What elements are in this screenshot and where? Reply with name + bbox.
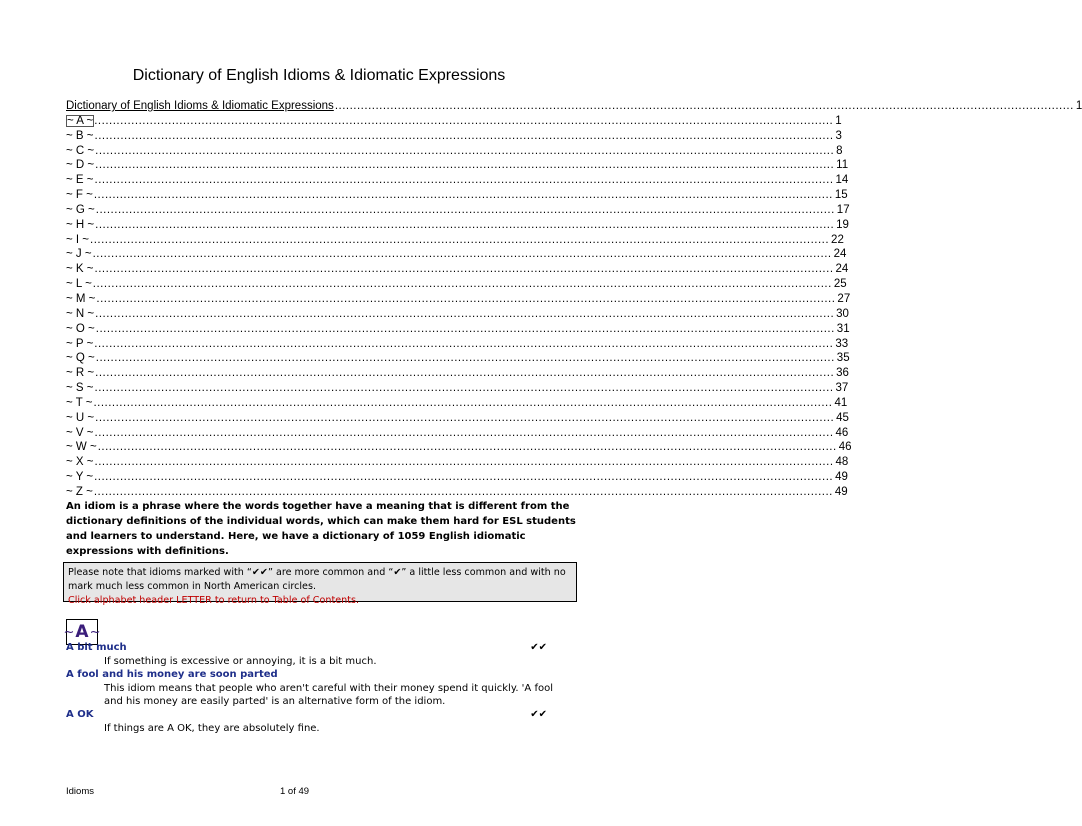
note-text-3: ” a little less common and with no mark much less common in North American circles. bbox=[68, 567, 566, 592]
table-of-contents bbox=[66, 100, 1082, 501]
toc-entry-page[interactable]: 31 bbox=[836, 322, 850, 335]
toc-entry-page[interactable]: 11 bbox=[836, 159, 849, 172]
toc-entry[interactable] bbox=[66, 292, 851, 308]
toc-entry-page[interactable]: 35 bbox=[836, 352, 850, 365]
commonness-check-icon: ✔✔ bbox=[530, 709, 547, 720]
toc-leader-dots: ........................................................................................................................................................................................................ bbox=[95, 352, 835, 365]
idiom-term: A bit much bbox=[66, 642, 127, 653]
toc-entry-label[interactable]: ~ Q ~ bbox=[66, 352, 95, 365]
toc-leader-dots: ........................................................................................................................................................................................................ bbox=[93, 485, 833, 498]
document-title: Dictionary of English Idioms & Idiomatic Expressions bbox=[132, 67, 506, 84]
toc-entry-label[interactable]: ~ X ~ bbox=[66, 456, 94, 469]
toc-entry-label[interactable]: ~ R ~ bbox=[66, 367, 95, 380]
toc-leader-dots: ........................................................................................................................................................................................................ bbox=[94, 456, 834, 469]
toc-leader-dots: ........................................................................................................................................................................................................ bbox=[95, 367, 835, 380]
page-number: 1 of 49 bbox=[280, 786, 310, 797]
toc-entry[interactable] bbox=[66, 441, 852, 456]
toc-leader-dots: ........................................................................................................................................................................................................ bbox=[95, 322, 835, 335]
toc-leader-dots: ........................................................................................................................................................................................................ bbox=[92, 248, 832, 261]
toc-entry-label[interactable]: ~ E ~ bbox=[66, 174, 94, 187]
commonness-check-icon: ✔✔ bbox=[530, 642, 547, 653]
toc-entry[interactable] bbox=[66, 114, 842, 130]
note-text-2: ” are more common and “ bbox=[267, 567, 394, 578]
toc-entry[interactable] bbox=[66, 471, 848, 486]
note-box bbox=[63, 562, 577, 606]
toc-entry[interactable] bbox=[66, 322, 850, 338]
toc-entry[interactable] bbox=[66, 396, 848, 412]
toc-entry-label[interactable]: ~ P ~ bbox=[66, 337, 94, 350]
toc-entry-label[interactable]: ~ K ~ bbox=[66, 263, 94, 276]
toc-entry-page[interactable]: 41 bbox=[834, 396, 848, 409]
toc-leader-dots: ........................................................................................................................................................................................................ bbox=[95, 307, 835, 320]
toc-leader-dots: ........................................................................................................................................................................................................ bbox=[97, 441, 837, 454]
toc-entry-label[interactable]: ~ U ~ bbox=[66, 411, 95, 424]
toc-entry-page[interactable]: 46 bbox=[838, 441, 852, 454]
idiom-term: A OK bbox=[66, 709, 94, 720]
toc-entry-page[interactable]: 19 bbox=[836, 218, 849, 231]
section-letter[interactable]: A bbox=[75, 622, 89, 642]
toc-leader-dots: ........................................................................................................................................................................................................ bbox=[94, 382, 834, 395]
toc-entry[interactable] bbox=[66, 352, 850, 367]
toc-entry-label[interactable]: ~ Z ~ bbox=[66, 485, 93, 498]
toc-entry[interactable] bbox=[66, 382, 849, 397]
footer-left: Idioms bbox=[66, 786, 94, 797]
idiom-entry-header bbox=[66, 708, 578, 722]
toc-entry[interactable] bbox=[66, 203, 850, 219]
idiom-entries bbox=[66, 641, 578, 735]
toc-leader-dots: ........................................................................................................................................................................................................ bbox=[94, 426, 834, 439]
return-to-toc-note: Click alphabet header LETTER to return to Table of Contents. bbox=[68, 595, 359, 606]
toc-leader-dots: ........................................................................................................................................................................................................ bbox=[95, 203, 835, 216]
toc-entry-label[interactable]: ~ Y ~ bbox=[66, 471, 94, 484]
toc-entry-label[interactable]: ~ B ~ bbox=[66, 129, 94, 142]
toc-leader-dots: ........................................................................................................................................................................................................ bbox=[94, 471, 834, 484]
intro-paragraph: An idiom is a phrase where the words together have a meaning that is different from the dictionary definitions of the individual words, which can make them hard for ESL students and learners to understand. Here, we have a dictionary of 1059 English idiomatic expressions with definitions. bbox=[66, 501, 576, 557]
toc-entry[interactable] bbox=[66, 456, 849, 471]
toc-entry-page[interactable]: 49 bbox=[834, 485, 848, 498]
toc-leader-dots: ........................................................................................................................................................................................................ bbox=[93, 396, 833, 409]
toc-entry-label[interactable]: ~ N ~ bbox=[66, 307, 95, 320]
toc-leader-dots: ........................................................................................................................................................................................................ bbox=[334, 100, 1074, 112]
toc-entry-page[interactable]: 27 bbox=[837, 292, 851, 305]
toc-entry-page[interactable]: 37 bbox=[835, 382, 849, 395]
toc-entry-page[interactable]: 45 bbox=[836, 411, 849, 424]
toc-leader-dots: ........................................................................................................................................................................................................ bbox=[96, 292, 836, 305]
toc-entry-page[interactable]: 46 bbox=[835, 426, 849, 439]
toc-entry[interactable] bbox=[66, 129, 842, 145]
toc-entry-page[interactable]: 14 bbox=[835, 174, 849, 187]
toc-entry-label[interactable]: ~ V ~ bbox=[66, 426, 94, 439]
toc-leader-dots: ........................................................................................................................................................................................................ bbox=[94, 263, 834, 276]
toc-entry[interactable] bbox=[66, 144, 843, 160]
toc-leader-dots: ........................................................................................................................................................................................................ bbox=[95, 218, 835, 231]
toc-entry[interactable] bbox=[66, 100, 1082, 115]
toc-entry-page[interactable]: 22 bbox=[831, 233, 844, 246]
check-icon: ✔ bbox=[393, 567, 402, 578]
toc-entry-label[interactable]: ~ L ~ bbox=[66, 278, 92, 291]
toc-entry-label[interactable]: ~ T ~ bbox=[66, 396, 93, 409]
toc-entry-page[interactable]: 1 bbox=[835, 114, 842, 127]
idiom-entry-header bbox=[66, 641, 578, 655]
toc-entry[interactable] bbox=[66, 278, 847, 293]
idiom-definition: If things are A OK, they are absolutely fine. bbox=[104, 723, 320, 734]
toc-entry-label[interactable]: ~ S ~ bbox=[66, 382, 94, 395]
toc-entry-label[interactable]: ~ D ~ bbox=[66, 159, 95, 172]
toc-entry-page[interactable]: 49 bbox=[835, 471, 848, 484]
toc-entry-page[interactable]: 15 bbox=[834, 189, 848, 202]
toc-entry-label[interactable]: ~ W ~ bbox=[66, 441, 97, 454]
toc-entry-label[interactable]: ~ F ~ bbox=[66, 189, 93, 202]
toc-entry-label[interactable]: ~ A ~ bbox=[67, 114, 94, 127]
toc-entry-page[interactable]: 48 bbox=[835, 456, 849, 469]
toc-entry-label[interactable]: ~ C ~ bbox=[66, 144, 95, 157]
idiom-term: A fool and his money are soon parted bbox=[66, 669, 278, 680]
toc-leader-dots: ........................................................................................................................................................................................................ bbox=[95, 144, 835, 157]
commonness-check-icon bbox=[547, 668, 578, 682]
toc-entry-page[interactable]: 36 bbox=[836, 367, 849, 380]
toc-entry-page[interactable]: 3 bbox=[835, 129, 842, 142]
idiom-entry-header bbox=[66, 668, 578, 682]
tilde-right: ~ bbox=[89, 624, 101, 640]
toc-entry[interactable] bbox=[66, 411, 849, 427]
toc-entry[interactable] bbox=[66, 426, 849, 442]
toc-leader-dots: ........................................................................................................................................................................................................ bbox=[92, 278, 832, 291]
toc-entry-page[interactable]: 24 bbox=[835, 263, 849, 276]
toc-leader-dots: ........................................................................................................................................................................................................ bbox=[94, 337, 834, 350]
toc-entry-label[interactable]: ~ J ~ bbox=[66, 248, 92, 261]
toc-leader-dots: ........................................................................................................................................................................................................ bbox=[94, 174, 834, 187]
toc-entry[interactable] bbox=[66, 367, 849, 382]
idiom-definition: This idiom means that people who aren't careful with their money spend it quickly. 'A fool and his money are easily parted' is an alternative form of the idiom. bbox=[104, 683, 553, 707]
toc-entry-label[interactable]: ~ H ~ bbox=[66, 218, 95, 231]
toc-leader-dots: ........................................................................................................................................................................................................ bbox=[93, 189, 833, 202]
note-text-1: Please note that idioms marked with “ bbox=[68, 567, 252, 578]
toc-entry-label[interactable]: ~ O ~ bbox=[66, 322, 95, 335]
toc-entry-page[interactable]: 1 bbox=[1075, 100, 1082, 112]
toc-leader-dots: ........................................................................................................................................................................................................ bbox=[95, 411, 835, 424]
idiom-definition: If something is excessive or annoying, it is a bit much. bbox=[104, 656, 377, 667]
toc-entry-label[interactable]: ~ G ~ bbox=[66, 203, 95, 216]
toc-entry[interactable] bbox=[66, 218, 849, 234]
toc-entry[interactable] bbox=[66, 159, 849, 174]
toc-leader-dots: ........................................................................................................................................................................................................ bbox=[94, 129, 834, 142]
toc-entry[interactable] bbox=[66, 337, 849, 353]
toc-leader-dots: ........................................................................................................................................................................................................ bbox=[90, 233, 830, 246]
toc-entry[interactable] bbox=[66, 189, 848, 204]
toc-entry-label[interactable]: ~ M ~ bbox=[66, 292, 96, 305]
tilde-left: ~ bbox=[63, 624, 75, 640]
toc-leader-dots: ........................................................................................................................................................................................................ bbox=[95, 159, 835, 172]
double-check-icon: ✔✔ bbox=[251, 567, 268, 578]
toc-leader-dots: ........................................................................................................................................................................................................ bbox=[94, 114, 834, 127]
toc-entry-label[interactable]: ~ I ~ bbox=[66, 233, 90, 246]
toc-entry-label[interactable]: Dictionary of English Idioms & Idiomatic Expressions bbox=[66, 100, 334, 112]
toc-entry[interactable] bbox=[66, 174, 849, 189]
toc-entry-page[interactable]: 8 bbox=[836, 144, 843, 157]
toc-entry[interactable] bbox=[66, 233, 844, 249]
toc-entry[interactable] bbox=[66, 307, 849, 323]
toc-entry-page[interactable]: 17 bbox=[836, 203, 850, 216]
toc-entry-page[interactable]: 30 bbox=[836, 307, 849, 320]
toc-entry-page[interactable]: 33 bbox=[835, 337, 849, 350]
toc-entry-page[interactable]: 24 bbox=[833, 248, 847, 261]
toc-entry[interactable] bbox=[66, 263, 849, 278]
toc-entry[interactable] bbox=[66, 248, 847, 263]
toc-entry-page[interactable]: 25 bbox=[833, 278, 847, 291]
